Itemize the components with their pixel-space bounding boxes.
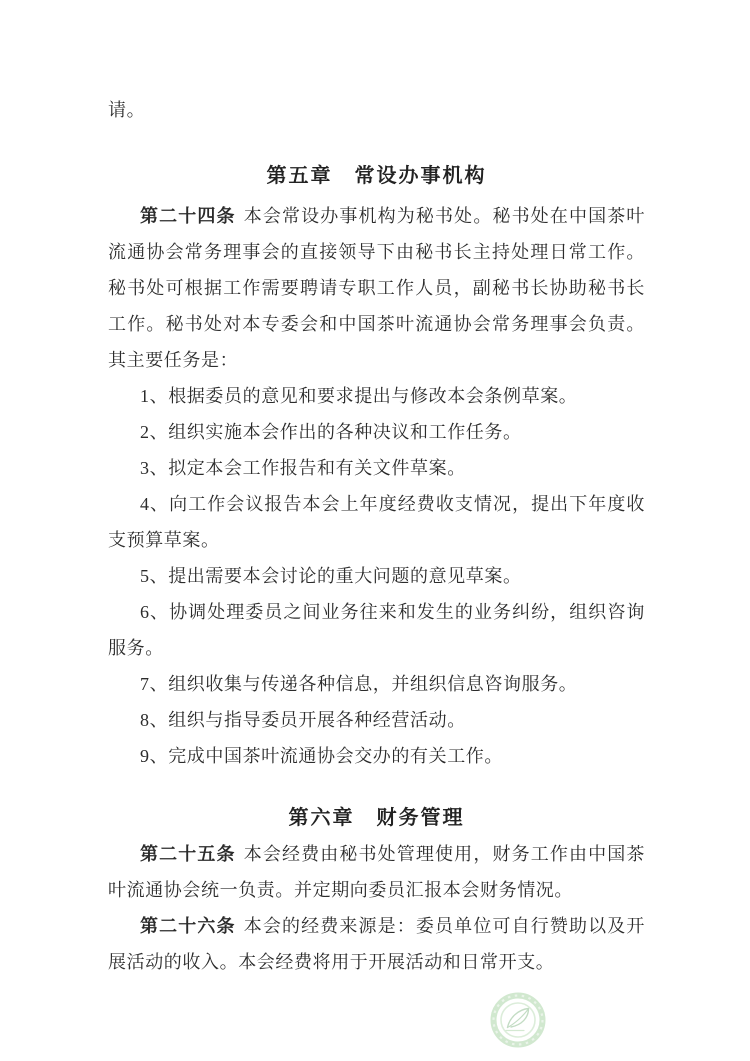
article-26-label: 第二十六条 xyxy=(140,916,236,936)
list-item-4: 4、向工作会议报告本会上年度经费收支情况，提出下年度收支预算草案。 xyxy=(108,494,645,550)
chapter-6-heading: 第六章 财务管理 xyxy=(288,807,465,829)
article-25-text: 本会经费由秘书处管理使用，财务工作由中国茶叶流通协会统一负责。并定期向委员汇报本会财务情况。 xyxy=(108,844,645,900)
article-25 xyxy=(108,836,645,908)
page-content xyxy=(108,0,645,980)
continuation-text: 请。 xyxy=(108,100,146,120)
article-26-text: 本会的经费来源是：委员单位可自行赞助以及开展活动的收入。本会经费将用于开展活动和日常开支。 xyxy=(108,916,645,972)
list-item-9: 9、完成中国茶叶流通协会交办的有关工作。 xyxy=(140,746,503,766)
article-24-text: 本会常设办事机构为秘书处。秘书处在中国茶叶流通协会常务理事会的直接领导下由秘书长主持处理日常工作。秘书处可根据工作需要聘请专职工作人员，副秘书长协助秘书长工作。秘书处对本专委会和中国茶叶流通协会常务理事会负责。其主要任务是： xyxy=(108,206,645,370)
list-item-3: 3、拟定本会工作报告和有关文件草案。 xyxy=(140,458,466,478)
list-item-2: 2、组织实施本会作出的各种决议和工作任务。 xyxy=(140,422,522,442)
leaf-seal-watermark xyxy=(490,992,546,1048)
article-24-label: 第二十四条 xyxy=(140,206,236,226)
leaf-seal-icon xyxy=(490,992,546,1048)
list-item-1: 1、根据委员的意见和要求提出与修改本会条例草案。 xyxy=(140,386,578,406)
article-26 xyxy=(108,908,645,980)
article-25-label: 第二十五条 xyxy=(140,844,236,864)
list-item-6: 6、协调处理委员之间业务往来和发生的业务纠纷，组织咨询服务。 xyxy=(108,602,645,658)
chapter-5-heading: 第五章 常设办事机构 xyxy=(266,165,487,187)
list-item-5: 5、提出需要本会讨论的重大问题的意见草案。 xyxy=(140,566,522,586)
list-item-7: 7、组织收集与传递各种信息，并组织信息咨询服务。 xyxy=(140,674,578,694)
list-item-8: 8、组织与指导委员开展各种经营活动。 xyxy=(140,710,466,730)
article-24 xyxy=(108,198,645,378)
